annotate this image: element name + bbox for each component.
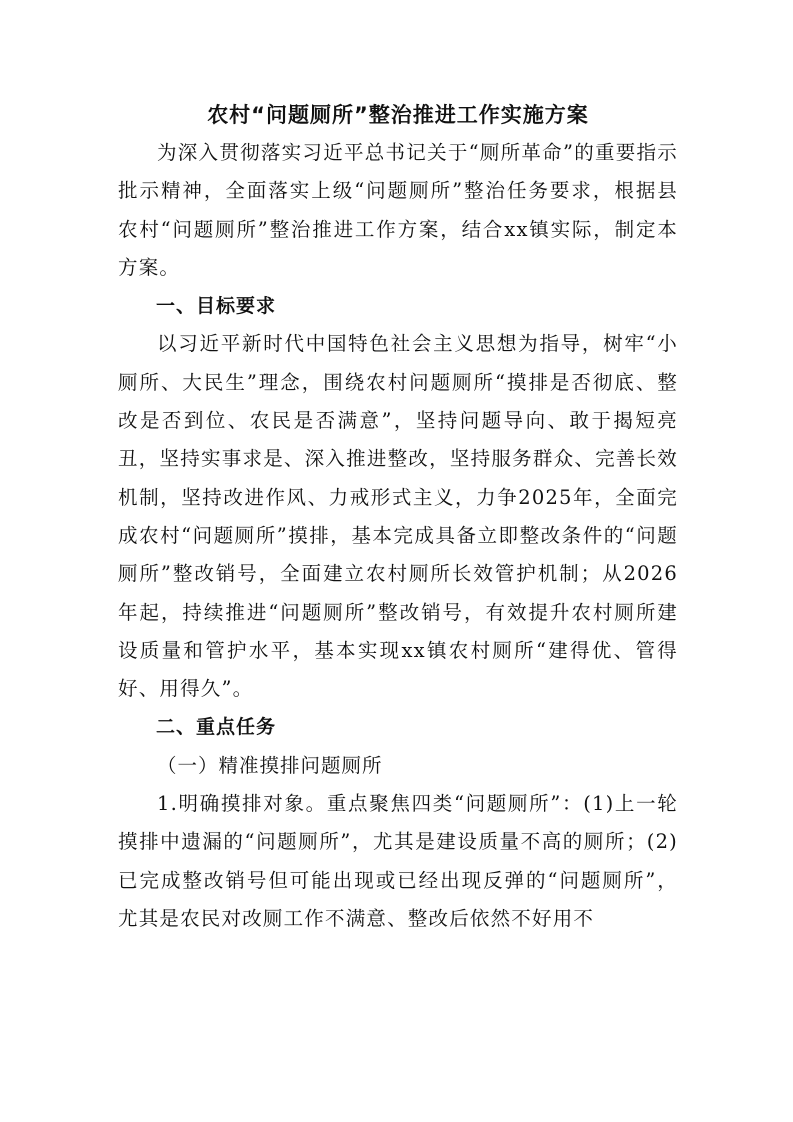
task-item-1-paragraph: 1.明确摸排对象。重点聚焦四类“问题厕所”：(1)上一轮摸排中遗漏的“问题厕所”，尤其是建设质量不高的厕所；(2)已完成整改销号但可能出现或已经出现反弹的“问题厕所”，尤其是农民对改厕工作不满意、整改后依然不好用不	[118, 792, 678, 930]
section-heading-tasks: 二、重点任务	[156, 716, 277, 739]
document-title: 农村“问题厕所”整治推进工作实施方案	[207, 103, 589, 127]
document-content	[118, 96, 678, 938]
section-heading-goals: 一、目标要求	[156, 295, 277, 318]
goals-paragraph: 以习近平新时代中国特色社会主义思想为指导，树牢“小厕所、大民生”理念，围绕农村问题厕所“摸排是否彻底、整改是否到位、农民是否满意”，坚持问题导向、敢于揭短亮丑，坚持实事求是、深入推进整改，坚持服务群众、完善长效机制，坚持改进作风、力戒形式主义，力争2025年，全面完成农村“问题厕所”摸排，基本完成具备立即整改条件的“问题厕所”整改销号，全面建立农村厕所长效管护机制；从2026年起，持续推进“问题厕所”整改销号，有效提升农村厕所建设质量和管护水平，基本实现xx镇农村厕所“建得优、管得好、用得久”。	[118, 332, 678, 701]
subsection-heading-survey: （一）精准摸排问题厕所	[157, 753, 383, 777]
intro-paragraph: 为深入贯彻落实习近平总书记关于“厕所革命”的重要指示批示精神，全面落实上级“问题厕所”整治任务要求，根据县农村“问题厕所”整治推进工作方案，结合xx镇实际，制定本方案。	[118, 141, 678, 279]
